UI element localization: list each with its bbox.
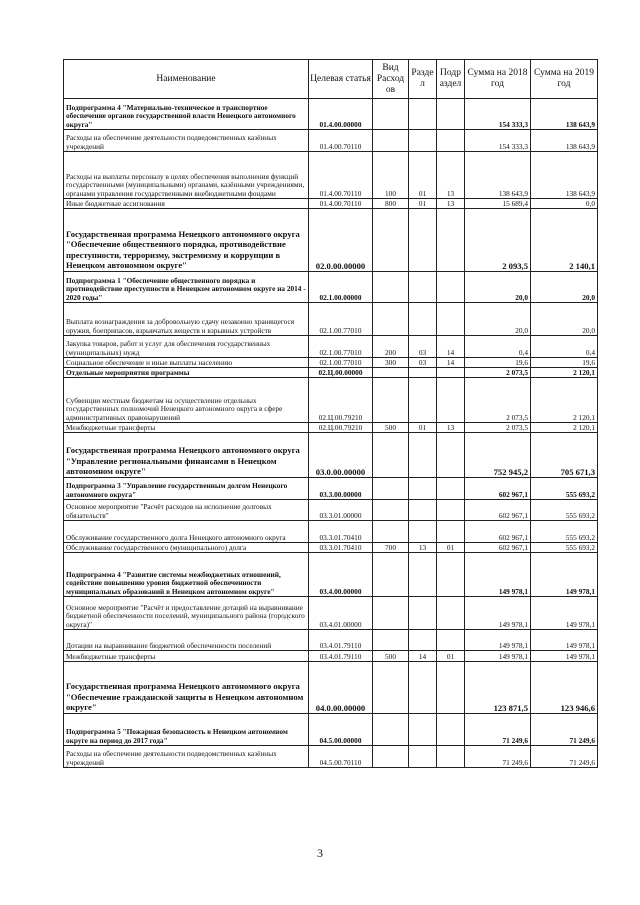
row-name: Государственная программа Ненецкого автономного округа "Управление региональными финансами в Ненецком автономном округе" bbox=[64, 433, 309, 478]
row-name: Межбюджетные трансферты bbox=[64, 423, 309, 433]
row-expense-type: 100 bbox=[373, 152, 409, 199]
table-row bbox=[64, 272, 598, 303]
table-row bbox=[64, 358, 598, 368]
row-expense-type bbox=[373, 478, 409, 500]
header-section: Разде л bbox=[409, 60, 437, 99]
row-name: Субвенции местным бюджетам на осуществление отдельных государственных полномочий Ненецкого автономного округа в сфере административных правонарушений bbox=[64, 378, 309, 423]
row-sum-2019: 555 693,2 bbox=[531, 543, 598, 553]
row-target-code: 01.4.00.70110 bbox=[309, 199, 373, 209]
row-sum-2018: 154 333,3 bbox=[465, 99, 531, 130]
row-name: Расходы на обеспечение деятельности подведомственных казённых учреждений bbox=[64, 746, 309, 768]
row-section bbox=[409, 478, 437, 500]
row-sum-2018: 15 689,4 bbox=[465, 199, 531, 209]
row-name: Подпрограмма 5 "Пожарная безопасность в Ненецком автономном округе на период до 2017 года" bbox=[64, 714, 309, 746]
table-row bbox=[64, 209, 598, 272]
table-row bbox=[64, 99, 598, 130]
row-subsection bbox=[437, 478, 465, 500]
row-sum-2019: 149 978,1 bbox=[531, 553, 598, 597]
row-sum-2019: 149 978,1 bbox=[531, 630, 598, 651]
table-header-row bbox=[64, 60, 598, 99]
row-name: Дотации на выравнивание бюджетной обеспеченности поселений bbox=[64, 630, 309, 651]
row-subsection bbox=[437, 303, 465, 336]
row-target-code: 03.3.01.70410 bbox=[309, 521, 373, 543]
row-subsection bbox=[437, 714, 465, 746]
row-sum-2019: 123 946,6 bbox=[531, 662, 598, 714]
row-expense-type bbox=[373, 368, 409, 378]
row-sum-2018: 149 978,1 bbox=[465, 630, 531, 651]
row-sum-2019: 149 978,1 bbox=[531, 597, 598, 630]
row-target-code: 03.4.01.79110 bbox=[309, 651, 373, 662]
row-subsection bbox=[437, 521, 465, 543]
row-sum-2019: 19,6 bbox=[531, 358, 598, 368]
row-sum-2019: 71 249,6 bbox=[531, 746, 598, 768]
table-row bbox=[64, 553, 598, 597]
row-section bbox=[409, 597, 437, 630]
table-row bbox=[64, 423, 598, 433]
table-row bbox=[64, 199, 598, 209]
row-target-code: 02.0.00.00000 bbox=[309, 209, 373, 272]
row-sum-2019: 555 693,2 bbox=[531, 478, 598, 500]
row-expense-type bbox=[373, 500, 409, 521]
table-row bbox=[64, 521, 598, 543]
row-sum-2019: 138 643,9 bbox=[531, 130, 598, 152]
budget-table bbox=[63, 59, 598, 768]
row-section bbox=[409, 714, 437, 746]
row-target-code: 04.5.00.00000 bbox=[309, 714, 373, 746]
row-subsection bbox=[437, 378, 465, 423]
row-subsection bbox=[437, 597, 465, 630]
row-expense-type bbox=[373, 209, 409, 272]
row-subsection bbox=[437, 368, 465, 378]
row-sum-2018: 602 967,1 bbox=[465, 543, 531, 553]
row-section bbox=[409, 378, 437, 423]
table-row bbox=[64, 630, 598, 651]
row-sum-2018: 602 967,1 bbox=[465, 500, 531, 521]
row-name: Основное мероприятие "Расчёт и предоставление дотаций на выравнивание бюджетной обеспеченности поселений, муниципального района (городского округа)" bbox=[64, 597, 309, 630]
row-sum-2018: 123 871,5 bbox=[465, 662, 531, 714]
row-target-code: 03.4.01.79110 bbox=[309, 630, 373, 651]
table-row bbox=[64, 597, 598, 630]
row-name: Отдельные мероприятия программы bbox=[64, 368, 309, 378]
row-target-code: 01.4.00.70110 bbox=[309, 130, 373, 152]
row-target-code: 02.1.00.77010 bbox=[309, 303, 373, 336]
row-sum-2018: 2 073,5 bbox=[465, 378, 531, 423]
row-section bbox=[409, 433, 437, 478]
row-subsection bbox=[437, 746, 465, 768]
row-sum-2018: 154 333,3 bbox=[465, 130, 531, 152]
row-sum-2018: 71 249,6 bbox=[465, 746, 531, 768]
row-name: Обслуживание государственного (муниципального) долга bbox=[64, 543, 309, 553]
row-sum-2018: 149 978,1 bbox=[465, 651, 531, 662]
row-section bbox=[409, 662, 437, 714]
row-name: Государственная программа Ненецкого автономного округа "Обеспечение гражданской защиты в Ненецком автономном округе" bbox=[64, 662, 309, 714]
row-name: Подпрограмма 4 "Материально-техническое и транспортное обеспечение органов государственной власти Ненецкого автономного округа" bbox=[64, 99, 309, 130]
row-section bbox=[409, 521, 437, 543]
header-name: Наименование bbox=[64, 60, 309, 99]
row-sum-2018: 20,0 bbox=[465, 303, 531, 336]
row-sum-2019: 0,0 bbox=[531, 199, 598, 209]
row-expense-type bbox=[373, 272, 409, 303]
header-sum-2018: Сумма на 2018 год bbox=[465, 60, 531, 99]
row-expense-type bbox=[373, 99, 409, 130]
row-name: Государственная программа Ненецкого автономного округа "Обеспечение общественного порядка, противодействие преступности, терроризму, экстремизму и коррупции в Ненецком автономном округе" bbox=[64, 209, 309, 272]
table-row bbox=[64, 478, 598, 500]
table-row bbox=[64, 152, 598, 199]
row-sum-2019: 138 643,9 bbox=[531, 152, 598, 199]
row-subsection: 14 bbox=[437, 358, 465, 368]
row-expense-type bbox=[373, 130, 409, 152]
row-expense-type bbox=[373, 746, 409, 768]
row-sum-2019: 2 120,1 bbox=[531, 423, 598, 433]
row-name: Социальное обеспечение и иные выплаты населению bbox=[64, 358, 309, 368]
row-expense-type bbox=[373, 662, 409, 714]
page-number: 3 bbox=[317, 846, 323, 860]
row-subsection: 13 bbox=[437, 199, 465, 209]
row-subsection bbox=[437, 130, 465, 152]
row-sum-2019: 555 693,2 bbox=[531, 500, 598, 521]
row-sum-2018: 602 967,1 bbox=[465, 521, 531, 543]
table-row bbox=[64, 303, 598, 336]
table-row bbox=[64, 130, 598, 152]
row-subsection bbox=[437, 630, 465, 651]
row-section: 01 bbox=[409, 152, 437, 199]
row-expense-type: 700 bbox=[373, 543, 409, 553]
row-sum-2019: 0,4 bbox=[531, 336, 598, 358]
table-row bbox=[64, 336, 598, 358]
row-subsection: 13 bbox=[437, 152, 465, 199]
table-row bbox=[64, 714, 598, 746]
row-section bbox=[409, 272, 437, 303]
row-name: Подпрограмма 4 "Развитие системы межбюджетных отношений, содействие повышению уровня бюджетной обеспеченности муниципальных образований в Ненецком автономном округе" bbox=[64, 553, 309, 597]
row-sum-2019: 2 120,1 bbox=[531, 378, 598, 423]
row-section: 03 bbox=[409, 336, 437, 358]
row-expense-type: 500 bbox=[373, 651, 409, 662]
row-sum-2019: 149 978,1 bbox=[531, 651, 598, 662]
row-sum-2019: 71 249,6 bbox=[531, 714, 598, 746]
table-row bbox=[64, 651, 598, 662]
row-target-code: 03.0.00.00000 bbox=[309, 433, 373, 478]
row-expense-type: 500 bbox=[373, 423, 409, 433]
row-section bbox=[409, 303, 437, 336]
row-section bbox=[409, 368, 437, 378]
row-target-code: 04.5.00.70110 bbox=[309, 746, 373, 768]
row-section: 13 bbox=[409, 543, 437, 553]
header-expense-type: Вид Расход ов bbox=[373, 60, 409, 99]
row-subsection: 14 bbox=[437, 336, 465, 358]
row-subsection bbox=[437, 99, 465, 130]
row-section: 01 bbox=[409, 423, 437, 433]
row-sum-2018: 71 249,6 bbox=[465, 714, 531, 746]
row-sum-2018: 0,4 bbox=[465, 336, 531, 358]
row-expense-type: 300 bbox=[373, 358, 409, 368]
table-row bbox=[64, 543, 598, 553]
row-name: Выплата вознаграждения за добровольную сдачу незаконно хранящегося оружия, боеприпасов, взрывчатых веществ и взрывных устройств bbox=[64, 303, 309, 336]
table-row bbox=[64, 433, 598, 478]
row-sum-2018: 2 093,5 bbox=[465, 209, 531, 272]
row-section bbox=[409, 130, 437, 152]
row-target-code: 03.3.01.70410 bbox=[309, 543, 373, 553]
row-subsection bbox=[437, 209, 465, 272]
row-expense-type bbox=[373, 521, 409, 543]
row-target-code: 01.4.00.70110 bbox=[309, 152, 373, 199]
row-name: Расходы на выплаты персоналу в целях обеспечения выполнения функций государственными (муниципальными) органами, казёнными учреждениями, органами управления государственными внебюджетными фондами bbox=[64, 152, 309, 199]
row-sum-2019: 555 693,2 bbox=[531, 521, 598, 543]
row-subsection bbox=[437, 662, 465, 714]
row-expense-type: 800 bbox=[373, 199, 409, 209]
row-section: 03 bbox=[409, 358, 437, 368]
row-subsection: 01 bbox=[437, 651, 465, 662]
row-target-code: 02.1.00.00000 bbox=[309, 272, 373, 303]
row-name: Подпрограмма 3 "Управление государственным долгом Ненецкого автономного округа" bbox=[64, 478, 309, 500]
row-subsection bbox=[437, 500, 465, 521]
row-sum-2018: 602 967,1 bbox=[465, 478, 531, 500]
row-section bbox=[409, 630, 437, 651]
row-expense-type bbox=[373, 303, 409, 336]
row-expense-type bbox=[373, 553, 409, 597]
row-sum-2019: 138 643,9 bbox=[531, 99, 598, 130]
row-expense-type bbox=[373, 433, 409, 478]
header-subsection: Подр аздел bbox=[437, 60, 465, 99]
row-target-code: 02.Ц.00.00000 bbox=[309, 368, 373, 378]
header-sum-2019: Сумма на 2019 год bbox=[531, 60, 598, 99]
row-target-code: 03.4.00.00000 bbox=[309, 553, 373, 597]
row-section bbox=[409, 500, 437, 521]
row-sum-2018: 2 073,5 bbox=[465, 423, 531, 433]
row-section: 01 bbox=[409, 199, 437, 209]
table-row bbox=[64, 368, 598, 378]
table-row bbox=[64, 746, 598, 768]
row-section bbox=[409, 209, 437, 272]
row-sum-2018: 19,6 bbox=[465, 358, 531, 368]
row-subsection bbox=[437, 553, 465, 597]
row-expense-type bbox=[373, 378, 409, 423]
row-sum-2018: 20,0 bbox=[465, 272, 531, 303]
row-target-code: 02.1.00.77010 bbox=[309, 336, 373, 358]
row-sum-2018: 138 643,9 bbox=[465, 152, 531, 199]
row-sum-2019: 705 671,3 bbox=[531, 433, 598, 478]
table-row bbox=[64, 500, 598, 521]
row-name: Иные бюджетные ассигнования bbox=[64, 199, 309, 209]
row-sum-2019: 20,0 bbox=[531, 272, 598, 303]
row-target-code: 01.4.00.00000 bbox=[309, 99, 373, 130]
row-subsection: 01 bbox=[437, 543, 465, 553]
row-target-code: 04.0.00.00000 bbox=[309, 662, 373, 714]
row-sum-2018: 752 945,2 bbox=[465, 433, 531, 478]
row-name: Закупка товаров, работ и услуг для обеспечения государственных (муниципальных) нужд bbox=[64, 336, 309, 358]
table-row bbox=[64, 662, 598, 714]
row-target-code: 03.3.01.00000 bbox=[309, 500, 373, 521]
table-row bbox=[64, 378, 598, 423]
row-section bbox=[409, 553, 437, 597]
row-subsection: 13 bbox=[437, 423, 465, 433]
row-sum-2018: 2 073,5 bbox=[465, 368, 531, 378]
row-target-code: 02.1.00.77010 bbox=[309, 358, 373, 368]
row-name: Межбюджетные трансферты bbox=[64, 651, 309, 662]
row-target-code: 02.Ц.00.79210 bbox=[309, 423, 373, 433]
row-section: 14 bbox=[409, 651, 437, 662]
row-name: Расходы на обеспечение деятельности подведомственных казённых учреждений bbox=[64, 130, 309, 152]
header-target: Целевая статья bbox=[309, 60, 373, 99]
row-sum-2019: 2 120,1 bbox=[531, 368, 598, 378]
row-expense-type bbox=[373, 597, 409, 630]
row-sum-2018: 149 978,1 bbox=[465, 553, 531, 597]
row-section bbox=[409, 99, 437, 130]
row-sum-2019: 20,0 bbox=[531, 303, 598, 336]
row-target-code: 03.4.01.00000 bbox=[309, 597, 373, 630]
row-target-code: 02.Ц.00.79210 bbox=[309, 378, 373, 423]
row-sum-2019: 2 140,1 bbox=[531, 209, 598, 272]
row-name: Обслуживание государственного долга Ненецкого автономного округа bbox=[64, 521, 309, 543]
row-subsection bbox=[437, 433, 465, 478]
row-expense-type bbox=[373, 714, 409, 746]
row-subsection bbox=[437, 272, 465, 303]
row-section bbox=[409, 746, 437, 768]
row-expense-type: 200 bbox=[373, 336, 409, 358]
row-sum-2018: 149 978,1 bbox=[465, 597, 531, 630]
row-target-code: 03.3.00.00000 bbox=[309, 478, 373, 500]
row-expense-type bbox=[373, 630, 409, 651]
row-name: Основное мероприятие "Расчёт расходов на исполнение долговых обязательств" bbox=[64, 500, 309, 521]
row-name: Подпрограмма 1 "Обеспечение общественного порядка и противодействие преступности в Ненецком автономном округе на 2014 - 2020 годы" bbox=[64, 272, 309, 303]
